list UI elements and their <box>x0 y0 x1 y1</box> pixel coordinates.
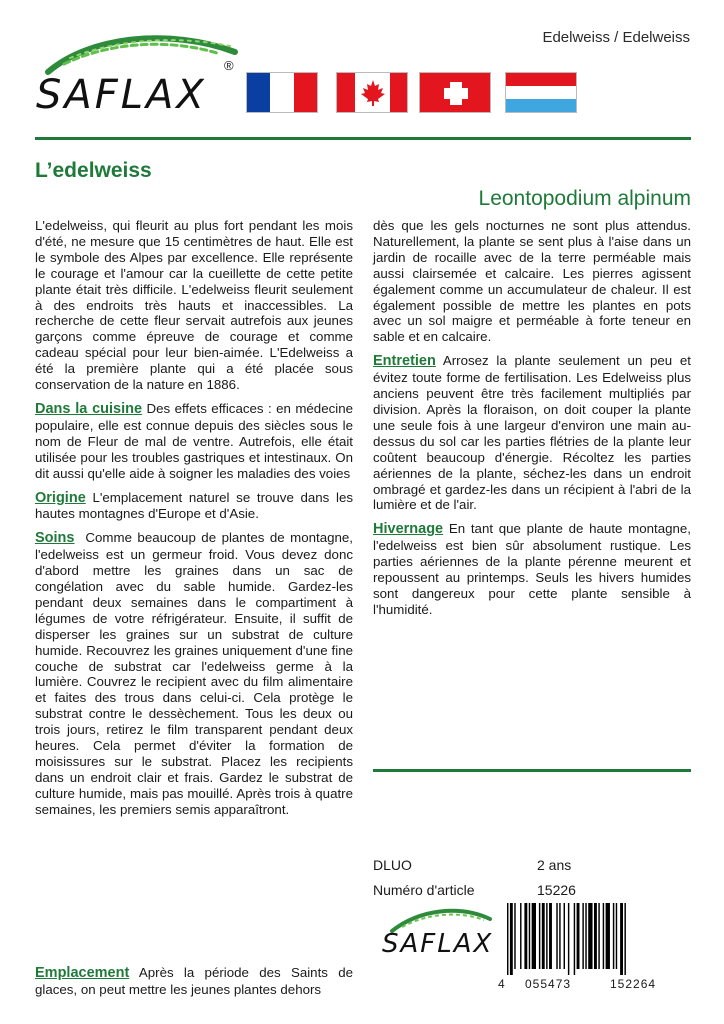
section-soins <box>35 530 353 817</box>
barcode-bar <box>577 903 580 969</box>
section-heading: Entretien <box>373 353 436 370</box>
section-text: Arrosez la plante seulement un peu et évitez toute forme de fertilisation. Les Edelweiss plus anciens peuvent être très facilement multipliés par division. Après la floraison, on doit couper la plante une seule fois à une largeur d'environ une main au-dessus du sol car les parties flétries de la plante leur coûtent beaucoup d'énergie. Récoltez les parties aériennes de la plante, séchez-les dans un endroit ombragé et gardez-les dans un récipient à l'abri de la lumière et de l'air. <box>373 353 691 513</box>
barcode-bar <box>588 903 592 969</box>
left-column <box>35 218 353 826</box>
section-entretien <box>373 353 691 513</box>
page-title: L’edelweiss <box>35 159 152 182</box>
barcode-bar <box>568 903 569 975</box>
saflax-logo-small <box>380 905 500 975</box>
barcode-bar <box>606 903 610 969</box>
barcode-bar <box>594 903 597 969</box>
section-text: Des effets efficaces : en médecine populaire, elle est connue depuis des siècles sous le nom de Fleur de mal de ventre. Autrefois, elle était utilisée pour les troubles gastriques et intestinaux. On dit aussi qu'elle aide à soigner les maladies des voies <box>35 400 353 481</box>
section-heading: Emplacement <box>35 965 130 981</box>
barcode-bar <box>603 903 604 969</box>
section-hivernage <box>373 521 691 617</box>
dluo-label: DLUO <box>373 857 412 873</box>
barcode-bar <box>585 903 586 969</box>
section-text: Comme beaucoup de plantes de montagne, l'edelweiss est un germeur froid. Vous devez donc d'abord mettre les graines dans un sac de congélation avec du sable humide. Gardez-les pendant deux semaines dans le compartiment à légumes de votre réfrigérateur. Ensuite, il suffit de disperser les graines sur un substrat de culture humide. Recouvrez les graines uniquement d'une fine couche de substrat car l'edelweiss germe à la lumière. Couvrez le recipient avec du film alimentaire et faites des trous dans celui-ci. Cela protège le substrat contre le dessèchement. Tous les deux ou trois jours, retirez le film transparent pendant deux heures. Cela permet d'éviter la formation de moisissures sur le substrat. Placez les recipients dans un endroit clair et frais. Gardez le substrat de culture humide, mais pas mouillé. Après trois à quatre semaines, les premiers semis apparaîtront. <box>35 530 353 817</box>
dluo-value: 2 ans <box>537 857 572 873</box>
section-heading: Soins <box>35 530 75 547</box>
section-heading: Dans la cuisine <box>35 400 143 417</box>
barcode-bar <box>539 903 540 969</box>
barcode-bar <box>582 903 583 969</box>
barcode-bar <box>559 903 560 969</box>
section-text: En tant que plante de haute montagne, l'edelweiss est bien sûr absolument rustique. Les parties aériennes de la plante pérenne meurent et repoussent au printemps. Seuls les hivers humides sont dangereux pour cette plante sensible à l'humidité. <box>373 521 691 617</box>
barcode-bar <box>514 903 515 969</box>
barcode-bar <box>598 903 599 969</box>
continuation-paragraph: dès que les gels nocturnes ne sont plus attendus. Naturellement, la plante se sent plus à l'aise dans un jardin de rocaille avec de la terre perméable mais aussi clairsemée et calcaire. Les pierres agissent également comme un accumulateur de chaleur. Il est également possible de mettre les plantes en pots avec un sol maigre et perméable à forte teneur en sable et en calcaire. <box>373 218 691 345</box>
barcode-bar <box>507 903 508 975</box>
barcode-bar <box>613 903 614 969</box>
right-column <box>373 218 691 626</box>
section-text: Après la période des Saints de glaces, on peut mettre les jeunes plantes dehors <box>35 965 353 997</box>
header-divider <box>35 137 691 140</box>
section-origine <box>35 490 353 523</box>
barcode-bar <box>520 903 521 969</box>
article-number-value: 15226 <box>537 882 576 898</box>
section-heading: Origine <box>35 489 86 506</box>
barcode-bar <box>542 903 545 969</box>
barcode-bar <box>546 903 547 969</box>
section-text: L'emplacement naturel se trouve dans les hautes montagnes d'Europe et d'Asie. <box>35 489 353 522</box>
barcode-bar <box>529 903 530 969</box>
barcode-bar <box>620 903 623 975</box>
barcode-right-group: 152264 <box>610 977 657 991</box>
canada-flag <box>336 72 408 113</box>
section-heading: Hivernage <box>373 521 444 538</box>
info-divider <box>373 769 691 772</box>
barcode-bar <box>524 903 527 969</box>
registered-mark: ® <box>224 58 234 73</box>
intro-paragraph: L'edelweiss, qui fleurit au plus fort pendant les mois d'été, ne mesure que 15 centimètres de haut. Elle est le symbole des Alpes par excellence. Elle représente le courage et l'amour car la cueillette de cette petite plante était très difficile. L'edelweiss fleurit seulement à des endroits très hauts et inaccessibles. La recherche de cette fleur servait autrefois aux jeunes garçons comme épreuve de courage et comme cadeau spécial pour leur bien-aimée. L'Edelweiss a été la première plante qui a été placée sous conservation de la nature en 1886. <box>35 218 353 393</box>
section-cuisine <box>35 401 353 482</box>
barcode-bar <box>564 903 565 969</box>
barcode-bar <box>574 903 575 975</box>
section-emplacement <box>35 965 353 998</box>
barcode <box>505 903 691 975</box>
barcode-bar <box>624 903 625 975</box>
barcode-bar <box>532 903 536 969</box>
barcode-bar <box>616 903 617 969</box>
barcode-bar <box>556 903 557 969</box>
maple-leaf-icon <box>358 78 388 108</box>
article-number-label: Numéro d'article <box>373 882 475 898</box>
product-title: Edelweiss / Edelweiss <box>542 29 690 46</box>
luxembourg-flag <box>505 72 577 113</box>
brand-name: SAFLAX <box>36 72 207 118</box>
latin-name: Leontopodium alpinum <box>478 187 691 210</box>
saflax-logo <box>30 28 250 123</box>
leaf-swoosh-icon <box>30 28 250 78</box>
barcode-bar <box>549 903 552 969</box>
switzerland-flag <box>419 72 491 113</box>
barcode-left-group: 055473 <box>525 977 572 991</box>
barcode-bar <box>510 903 513 975</box>
barcode-first-digit: 4 <box>498 977 506 991</box>
france-flag <box>246 72 318 113</box>
brand-name: SAFLAX <box>382 929 494 959</box>
